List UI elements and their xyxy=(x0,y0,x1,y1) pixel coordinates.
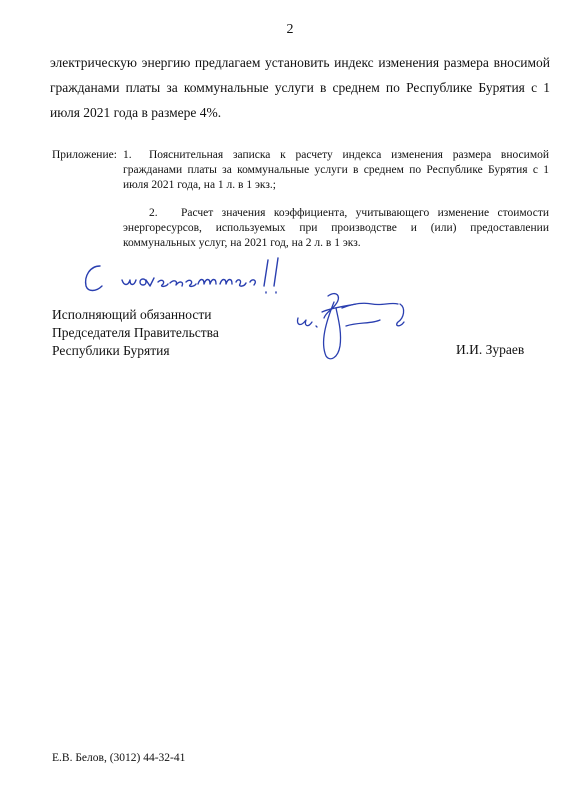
signatory-block xyxy=(52,306,219,360)
attachment-number: 2. xyxy=(149,207,158,219)
signature-image xyxy=(286,282,426,364)
attachments-label: Приложение: xyxy=(52,149,117,161)
footer-contact: Е.В. Белов, (3012) 44-32-41 xyxy=(52,752,186,764)
handwritten-greeting xyxy=(78,252,298,302)
attachment-text: Пояснительная записка к расчету индекса изменения размера вносимой гражданами платы за коммунальные услуги в среднем по Республике Бурятия с 1 июля 2021 года, на 1 л. в 1 экз.; xyxy=(123,149,549,191)
body-paragraph: электрическую энергию предлагаем установить индекс изменения размера вносимой гражданами платы за коммунальные услуги в среднем по Республике Бурятия с 1 июля 2021 года в размере 4%. xyxy=(50,55,550,120)
signatory-position-line1: Исполняющий обязанности xyxy=(52,307,212,322)
signatory-position-line2: Председателя Правительства xyxy=(52,325,219,340)
attachment-item xyxy=(123,148,549,193)
page-number: 2 xyxy=(286,22,294,37)
signatory-name: И.И. Зураев xyxy=(456,342,525,357)
attachment-text: Расчет значения коэффициента, учитывающего изменение стоимости энергоресурсов, используемых при производстве и (или) предоставлении коммунальных услуг, на 2021 год, на 2 л. в 1 экз. xyxy=(123,207,549,249)
attachment-item xyxy=(123,206,549,251)
signatory-position-line3: Республики Бурятия xyxy=(52,343,170,358)
attachment-number: 1. xyxy=(123,149,132,161)
